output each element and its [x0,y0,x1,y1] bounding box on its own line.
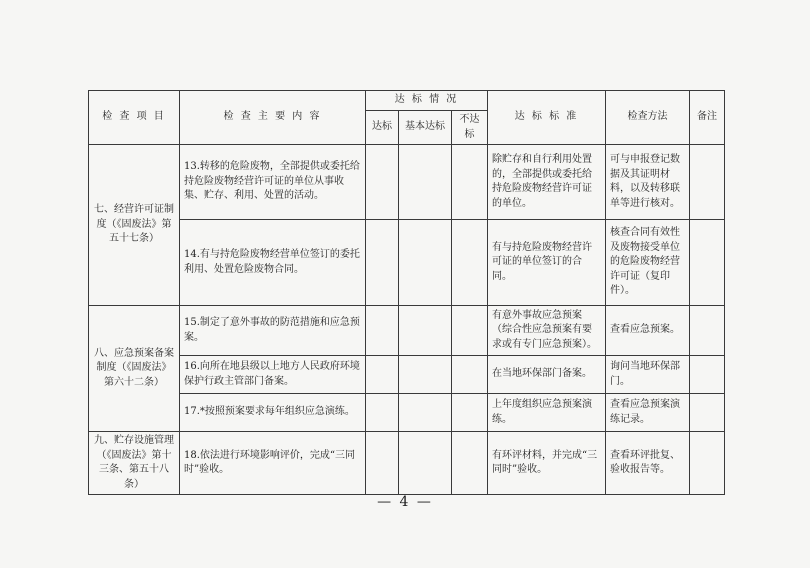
content-cell: 16.向所在地县级以上地方人民政府环境保护行政主管部门备案。 [180,356,366,394]
content-cell: 13.转移的危险废物，全部提供或委托给持危险废物经营许可证的单位从事收集、贮存、利用、处置的活动。 [180,145,366,220]
status-fail-cell [452,356,488,394]
status-pass-cell [366,306,399,356]
category-cell: 九、贮存设施管理（《固废法》第十三条、第五十八条） [89,432,180,495]
category-cell: 七、经营许可证制度（《固废法》第五十七条） [89,145,180,306]
content-cell: 18.依法进行环境影响评价，完成“三同时”验收。 [180,432,366,495]
table-row [89,306,725,356]
remark-cell [690,145,725,220]
table-row [89,220,725,306]
table-row [89,145,725,220]
header-content: 检 查 主 要 内 容 [180,91,366,145]
status-basic-cell [399,220,452,306]
status-fail-cell [452,145,488,220]
table-row [89,394,725,432]
status-pass-cell [366,145,399,220]
standard-cell: 在当地环保部门备案。 [488,356,606,394]
content-cell: 17.*按照预案要求每年组织应急演练。 [180,394,366,432]
header-status-basic: 基本达标 [399,111,452,145]
method-cell: 可与申报登记数据及其证明材料，以及转移联单等进行核对。 [606,145,690,220]
remark-cell [690,220,725,306]
table-row [89,432,725,495]
header-item: 检 查 项 目 [89,91,180,145]
page-number: — 4 — [377,494,433,510]
status-fail-cell [452,432,488,495]
method-cell: 查看应急预案。 [606,306,690,356]
remark-cell [690,306,725,356]
status-basic-cell [399,394,452,432]
status-basic-cell [399,432,452,495]
standard-cell: 有与持危险废物经营许可证的单位签订的合同。 [488,220,606,306]
standard-cell: 有意外事故应急预案（综合性应急预案有要求或有专门应急预案）。 [488,306,606,356]
method-cell: 查看应急预案演练记录。 [606,394,690,432]
status-pass-cell [366,220,399,306]
table-row [89,356,725,394]
remark-cell [690,432,725,495]
standard-cell: 有环评材料，并完成“三同时”验收。 [488,432,606,495]
category-cell: 八、应急预案备案制度（《固废法》第六十二条） [89,306,180,432]
status-pass-cell [366,432,399,495]
remark-cell [690,394,725,432]
header-remark: 备注 [690,91,725,145]
status-fail-cell [452,220,488,306]
status-basic-cell [399,145,452,220]
header-status-pass: 达标 [366,111,399,145]
remark-cell [690,356,725,394]
header-status: 达 标 情 况 [366,91,488,111]
status-pass-cell [366,356,399,394]
standard-cell: 上年度组织应急预案演练。 [488,394,606,432]
content-cell: 14.有与持危险废物经营单位签订的委托利用、处置危险废物合同。 [180,220,366,306]
status-basic-cell [399,306,452,356]
method-cell: 询问当地环保部门。 [606,356,690,394]
header-standard: 达 标 标 准 [488,91,606,145]
status-fail-cell [452,306,488,356]
header-method: 检查方法 [606,91,690,145]
status-pass-cell [366,394,399,432]
standard-cell: 除贮存和自行利用处置的，全部提供或委托给持危险废物经营许可证的单位。 [488,145,606,220]
content-cell: 15.制定了意外事故的防范措施和应急预案。 [180,306,366,356]
inspection-table [88,90,725,495]
method-cell: 查看环评批复、验收报告等。 [606,432,690,495]
status-fail-cell [452,394,488,432]
header-status-fail: 不达标 [452,111,488,145]
method-cell: 核查合同有效性及废物接受单位的危险废物经营许可证（复印件）。 [606,220,690,306]
status-basic-cell [399,356,452,394]
